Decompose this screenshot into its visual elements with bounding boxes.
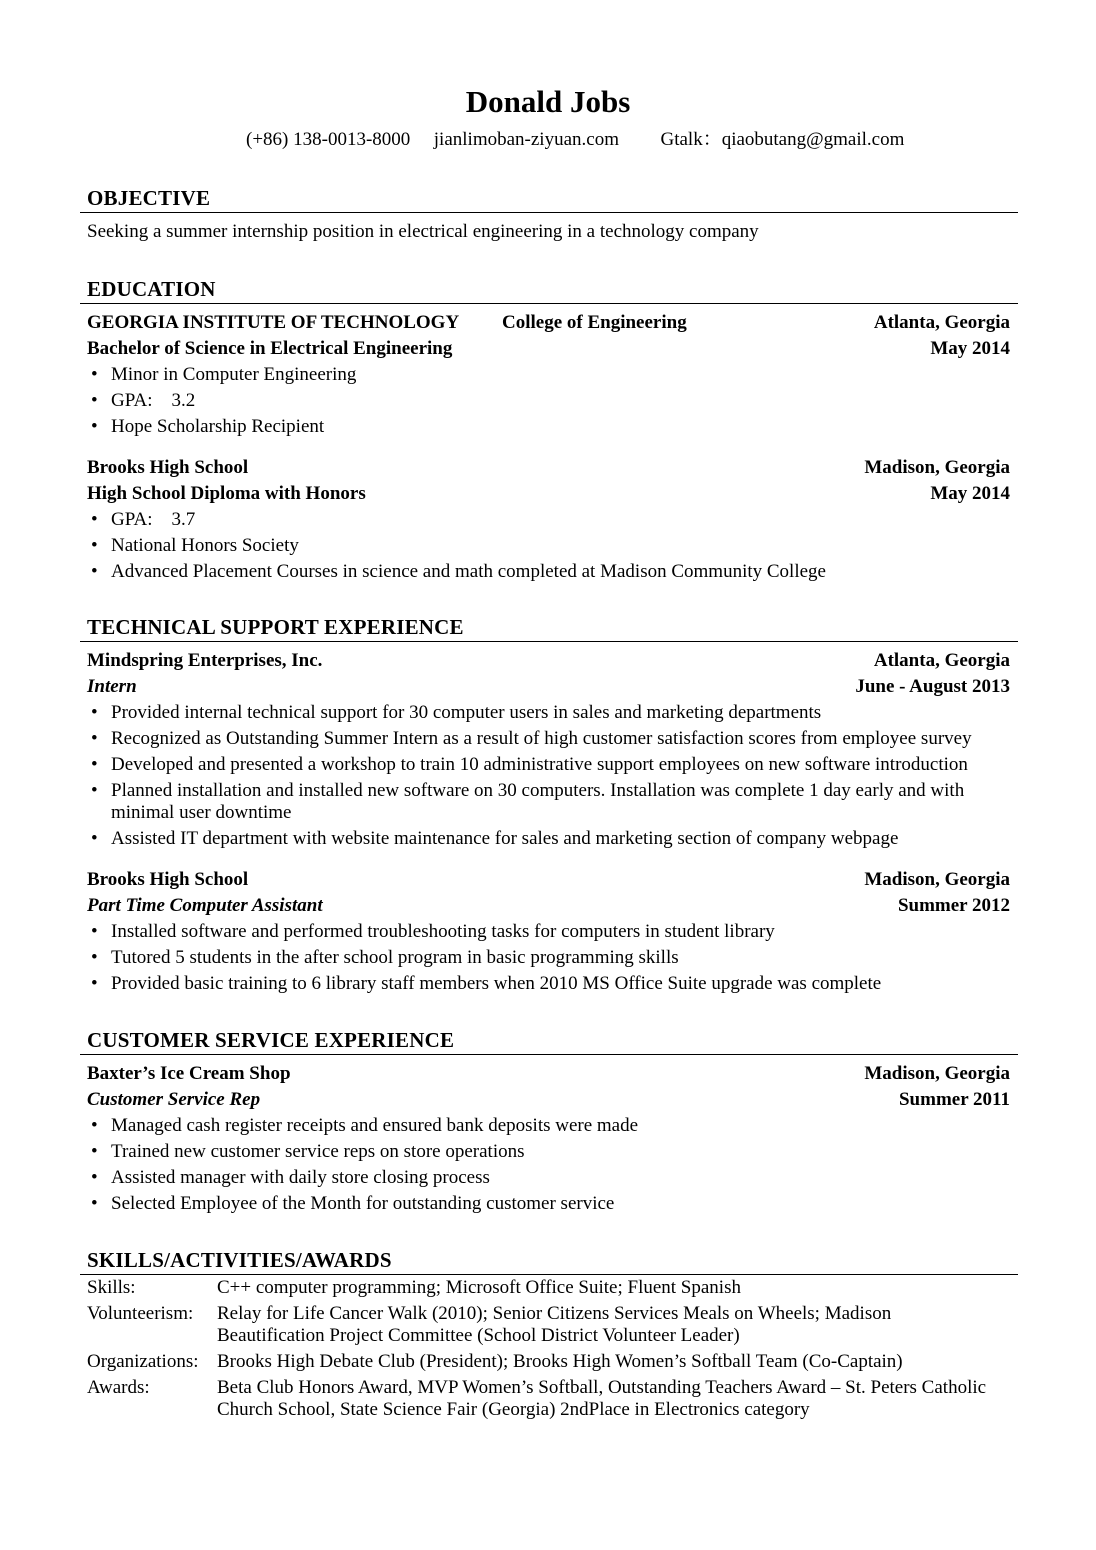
contact-line [246, 127, 966, 153]
objective-text: Seeking a summer internship position in electrical engineering in a technology company [87, 221, 759, 242]
education-entry [80, 310, 1018, 438]
degree-date: May 2014 [930, 483, 1010, 504]
customer-service-section [80, 1026, 1018, 1219]
section-title: CUSTOMER SERVICE EXPERIENCE [87, 1028, 455, 1052]
job-location: Madison, Georgia [864, 1063, 1010, 1084]
section-title: EDUCATION [87, 277, 216, 301]
list-item: • Assisted manager with daily store closing process [80, 1167, 1011, 1189]
list-item: • Minor in Computer Engineering [80, 364, 1011, 386]
skills-label: Awards: [87, 1377, 150, 1398]
education-section [80, 275, 1018, 587]
list-item: • GPA: 3.7 [80, 509, 1011, 531]
job-date: Summer 2011 [898, 1089, 1010, 1110]
list-item: • Advanced Placement Courses in science and math completed at Madison Community College [80, 561, 1011, 583]
job-title: Part Time Computer Assistant [87, 895, 323, 916]
job-location: Madison, Georgia [864, 869, 1010, 890]
education-header [80, 275, 1018, 304]
technical-experience-section [80, 613, 1018, 999]
employer-name: Baxter’s Ice Cream Shop [87, 1063, 291, 1084]
section-title: TECHNICAL SUPPORT EXPERIENCE [87, 615, 464, 639]
skills-label: Volunteerism: [87, 1303, 194, 1324]
list-item: • Provided basic training to 6 library staff members when 2010 MS Office Suite upgrade was complete [80, 973, 1011, 995]
list-item: • Installed software and performed troubleshooting tasks for computers in student library [80, 921, 1011, 943]
list-item: • Trained new customer service reps on store operations [80, 1141, 1011, 1163]
job-entry [80, 867, 1018, 995]
skills-value: Relay for Life Cancer Walk (2010); Senior Citizens Services Meals on Wheels; Madison Beautification Project Committee (School District Volunteer Leader) [217, 1303, 892, 1346]
job-bullets [80, 1115, 1018, 1215]
job-title: Customer Service Rep [87, 1089, 261, 1110]
degree: High School Diploma with Honors [87, 483, 366, 504]
skills-table [87, 1277, 987, 1425]
education-bullets [80, 509, 1018, 583]
list-item: • Recognized as Outstanding Summer Intern as a result of high customer satisfaction scores from employee survey [80, 728, 1011, 750]
school-location: Atlanta, Georgia [873, 312, 1010, 333]
degree: Bachelor of Science in Electrical Engineering [87, 338, 453, 359]
list-item: • Selected Employee of the Month for outstanding customer service [80, 1193, 1011, 1215]
table-row [87, 1303, 987, 1351]
candidate-name: Donald Jobs [465, 84, 631, 119]
job-bullets [80, 921, 1018, 995]
section-title: SKILLS/ACTIVITIES/AWARDS [87, 1248, 392, 1272]
job-title: Intern [87, 676, 137, 697]
list-item: • Provided internal technical support for 30 computer users in sales and marketing departments [80, 702, 1011, 724]
school-name: Brooks High School [87, 457, 249, 478]
job-location: Atlanta, Georgia [873, 650, 1010, 671]
skills-header [80, 1246, 1018, 1275]
college-name: College of Engineering [502, 312, 687, 333]
education-entry [80, 455, 1018, 583]
degree-date: May 2014 [930, 338, 1010, 359]
education-bullets [80, 364, 1018, 438]
customer-service-header [80, 1026, 1018, 1055]
list-item: • Developed and presented a workshop to train 10 administrative support employees on new software introduction [80, 754, 1011, 776]
skills-value: Beta Club Honors Award, MVP Women’s Softball, Outstanding Teachers Award – St. Peters Catholic Church School, State Science Fair (Georgia) 2ndPlace in Electronics category [217, 1377, 987, 1420]
school-name: GEORGIA INSTITUTE OF TECHNOLOGY [87, 312, 460, 333]
objective-section [80, 184, 1018, 245]
table-row [87, 1377, 987, 1425]
employer-name: Brooks High School [87, 869, 249, 890]
skills-value: Brooks High Debate Club (President); Brooks High Women’s Softball Team (Co-Captain) [217, 1351, 903, 1372]
skills-value: C++ computer programming; Microsoft Office Suite; Fluent Spanish [217, 1277, 741, 1298]
phone-number: (+86) 138-0013-8000 [246, 129, 411, 150]
table-row [87, 1277, 987, 1303]
school-location: Madison, Georgia [864, 457, 1010, 478]
list-item: • Assisted IT department with website maintenance for sales and marketing section of company webpage [80, 828, 1011, 850]
list-item: • Hope Scholarship Recipient [80, 416, 1011, 438]
job-entry [80, 1061, 1018, 1215]
list-item: • Managed cash register receipts and ensured bank deposits were made [80, 1115, 1011, 1137]
job-entry [80, 648, 1018, 850]
skills-label: Organizations: [87, 1351, 199, 1372]
table-row [87, 1351, 987, 1377]
list-item: • National Honors Society [80, 535, 1011, 557]
list-item: • Tutored 5 students in the after school program in basic programming skills [80, 947, 1011, 969]
list-item: • Planned installation and installed new software on 30 computers. Installation was complete 1 day early and with minimal user downtime [80, 780, 991, 824]
employer-name: Mindspring Enterprises, Inc. [87, 650, 323, 671]
gtalk-contact: Gtalk：qiaobutang@gmail.com [660, 129, 905, 150]
objective-header [80, 184, 1018, 213]
job-date: June - August 2013 [855, 676, 1010, 697]
skills-label: Skills: [87, 1277, 136, 1298]
website-link[interactable]: jianlimoban-ziyuan.com [433, 129, 619, 150]
job-date: Summer 2012 [897, 895, 1010, 916]
list-item: • GPA: 3.2 [80, 390, 1011, 412]
technical-experience-header [80, 613, 1018, 642]
skills-section [80, 1246, 1018, 1425]
job-bullets [80, 702, 1018, 850]
section-title: OBJECTIVE [87, 186, 211, 210]
